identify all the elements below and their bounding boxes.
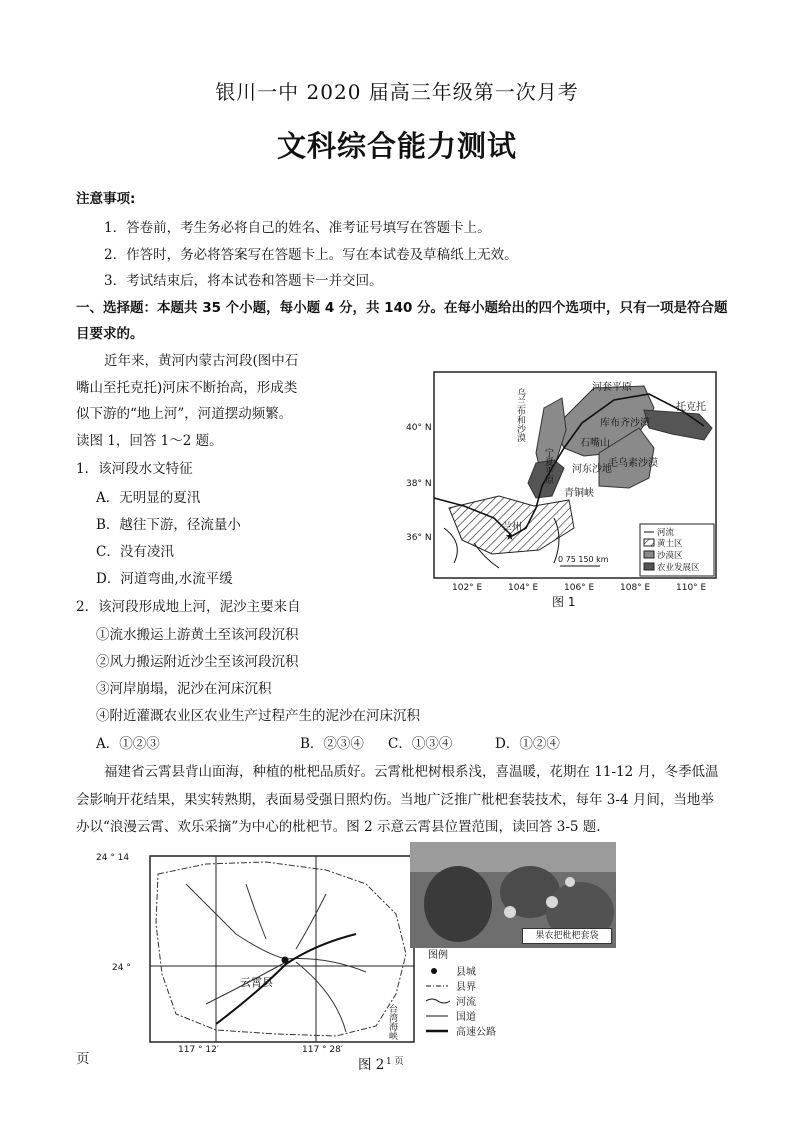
lon-label: 117 ° 28′ (302, 1045, 343, 1054)
legend-title: 图例 (428, 950, 448, 961)
figure1-map (404, 368, 720, 610)
q1-option-d: D．河道弯曲,水流平缓 (96, 571, 233, 587)
passage-line: 似下游的“地上河”，河道摆动频繁。 (76, 406, 293, 422)
lat-label: 38° N (406, 479, 432, 489)
legend-highway: 高速公路 (456, 1027, 496, 1038)
legend-agri-swatch (644, 563, 654, 570)
legend-river-swatch (426, 999, 450, 1003)
place-wulanbuhe: 乌兰布和沙漠 (515, 388, 525, 442)
figure1-caption: 图 1 (552, 595, 576, 609)
scale-label: 0 75 150 km (558, 555, 609, 564)
lat-label: 40° N (406, 423, 432, 433)
page-number: 1 页 (386, 1057, 404, 1067)
footer-left-mark: 页 (76, 1051, 90, 1067)
passage2-line: 福建省云霄县背山面海，种植的枇杷品质好。云霄枇杷树根系浅，喜温暖，花期在 11-12 月，冬季低温 (104, 764, 719, 780)
note-item: 1．答卷前，考生务必将自己的姓名、准考证号填写在答题卡上。 (104, 220, 491, 236)
legend-desert: 沙漠区 (657, 551, 683, 561)
legend-county-seat-swatch (431, 968, 437, 974)
place-qingtongxia: 青铜峡 (564, 488, 594, 499)
lon-label: 102° E (452, 583, 483, 593)
lat-label: 24 ° (112, 963, 131, 973)
q2-statement: ①流水搬运上游黄土至该河段沉积 (96, 627, 299, 643)
section-instruction-cont: 目要求的。 (76, 326, 144, 342)
note-item: 2．作答时，务必将答案写在答题卡上。写在本试卷及草稿纸上无效。 (104, 247, 518, 263)
place-lanzhou: 兰州 (502, 522, 522, 533)
legend-loess: 黄土区 (657, 539, 683, 549)
photo-caption: 果农把枇杷套袋 (522, 928, 612, 944)
place-hedong: 河东沙地 (572, 464, 612, 475)
q2-option-a: A．①②③ (96, 736, 160, 752)
lat-label: 36° N (406, 533, 432, 543)
lon-label: 108° E (620, 583, 651, 593)
legend-loess-swatch (644, 539, 654, 546)
q2-statement: ②风力搬运附近沙尘至该河段沉积 (96, 654, 299, 670)
q2-option-c: C．①③④ (388, 736, 453, 752)
legend-national-road: 国道 (456, 1012, 476, 1023)
q2-option-b: B．②③④ (300, 736, 364, 752)
county-label: 云霄县 (240, 976, 273, 989)
figure2-legend (420, 944, 580, 1040)
exam-title: 银川一中 2020 届高三年级第一次月考 (215, 80, 579, 104)
figure2-caption: 图 2 (358, 1057, 385, 1073)
note-item: 3．考试结束后，将本试卷和答题卡一并交回。 (104, 273, 383, 289)
place-hetao: 河套平原 (592, 382, 632, 393)
lon-label: 106° E (564, 583, 595, 593)
legend-border: 县界 (456, 982, 476, 993)
map-frame (150, 856, 414, 1042)
legend-river: 河流 (456, 997, 476, 1008)
q2-statement: ③河岸崩塌，泥沙在河床沉积 (96, 681, 272, 697)
lon-label: 104° E (508, 583, 539, 593)
legend-desert-swatch (644, 551, 654, 558)
lon-label: 110° E (676, 583, 707, 593)
q2-option-d: D．①②④ (495, 736, 560, 752)
q1-option-b: B．越往下游，径流量小 (96, 517, 241, 533)
lon-label: 117 ° 12′ (178, 1045, 219, 1054)
figure2-map (96, 844, 420, 1054)
legend-county-seat: 县城 (456, 967, 476, 978)
sea-label: 台湾海峡 (387, 1004, 397, 1040)
place-shizuishan: 石嘴山 (580, 438, 610, 449)
place-ningxia: 宁夏平原 (543, 448, 553, 484)
place-maowusu: 毛乌素沙漠 (608, 458, 658, 469)
q1-option-c: C．没有凌汛 (96, 544, 174, 560)
passage2-line: 会影响开花结果，果实转熟期，表面易受强日照灼伤。当地广泛推广枇杷套装技术，每年 3-4 月间，当地举 (76, 792, 714, 808)
county-seat-marker (282, 957, 289, 964)
legend-river: 河流 (657, 528, 675, 538)
q2-statement: ④附近灌溉农业区农业生产过程产生的泥沙在河床沉积 (96, 708, 420, 724)
notes-heading: 注意事项: (76, 191, 136, 207)
q2-stem: 2．该河段形成地上河，泥沙主要来自 (76, 599, 301, 615)
q1-stem: 1．该河段水文特征 (76, 461, 193, 477)
lanzhou-marker: ★ (505, 530, 515, 543)
passage-line: 读图 1，回答 1～2 题。 (76, 433, 223, 449)
passage-line: 嘴山至托克托)河床不断抬高，形成类 (76, 380, 298, 396)
lat-label: 24 ° 14 (96, 853, 130, 863)
passage2-line: 办以“浪漫云霄、欢乐采摘”为中心的枇杷节。图 2 示意云霄县位置范围，读回答 3-5 题. (76, 819, 601, 835)
subject-title: 文科综合能力测试 (276, 129, 517, 163)
q1-option-a: A．无明显的夏汛 (96, 490, 201, 506)
passage-line: 近年来，黄河内蒙古河段(图中石 (104, 353, 299, 369)
place-kubuqi: 库布齐沙漠 (600, 418, 650, 429)
place-tuoketuo: 托克托 (676, 402, 706, 413)
legend-agri: 农业发展区 (657, 563, 700, 573)
section-instruction: 一、选择题：本题共 35 个小题，每小题 4 分，共 140 分。在每小题给出的四个选项中，只有一项是符合题 (76, 300, 728, 316)
